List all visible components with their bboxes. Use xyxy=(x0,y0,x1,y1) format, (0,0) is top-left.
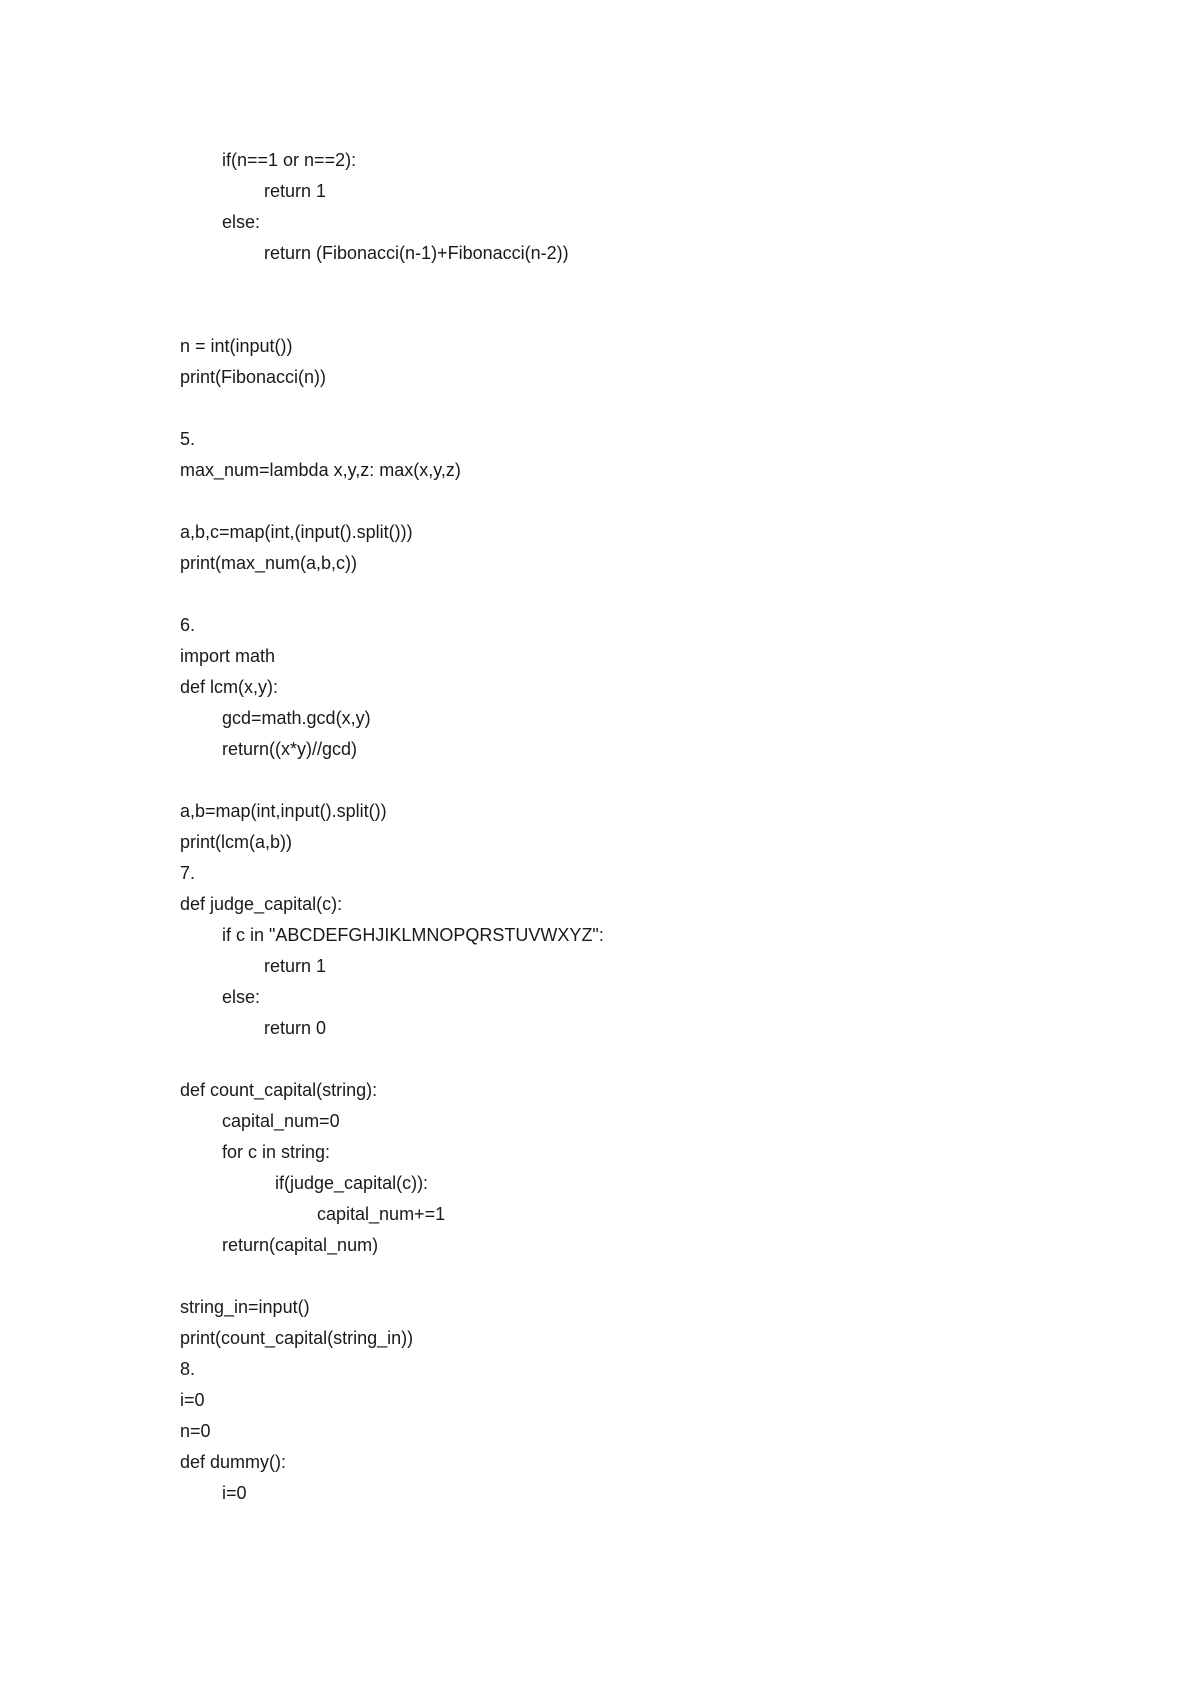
code-line: if c in "ABCDEFGHJIKLMNOPQRSTUVWXYZ": xyxy=(222,925,604,945)
section-number: 8. xyxy=(180,1359,196,1379)
code-line: i=0 xyxy=(180,1390,205,1410)
blank-line xyxy=(180,300,1080,331)
code-line: def lcm(x,y): xyxy=(180,677,279,697)
code-line: return 0 xyxy=(264,1018,327,1038)
blank-line xyxy=(180,765,1080,796)
code-line: capital_num=0 xyxy=(222,1111,340,1131)
blank-line xyxy=(180,486,1080,517)
code-line: max_num=lambda x,y,z: max(x,y,z) xyxy=(180,460,461,480)
code-line: a,b=map(int,input().split()) xyxy=(180,801,387,821)
code-line: else: xyxy=(222,212,261,232)
section-number: 6. xyxy=(180,615,196,635)
code-line: return 1 xyxy=(264,956,327,976)
code-line: return(capital_num) xyxy=(222,1235,379,1255)
code-line: print(max_num(a,b,c)) xyxy=(180,553,358,573)
code-line: gcd=math.gcd(x,y) xyxy=(222,708,371,728)
blank-line xyxy=(180,393,1080,424)
code-line: print(lcm(a,b)) xyxy=(180,832,293,852)
code-line: return((x*y)//gcd) xyxy=(222,739,358,759)
code-line: def count_capital(string): xyxy=(180,1080,378,1100)
code-line: print(count_capital(string_in)) xyxy=(180,1328,414,1348)
code-line: def judge_capital(c): xyxy=(180,894,343,914)
code-line: for c in string: xyxy=(222,1142,331,1162)
blank-line xyxy=(180,1044,1080,1075)
blank-line xyxy=(180,579,1080,610)
code-line: else: xyxy=(222,987,261,1007)
code-line: def dummy(): xyxy=(180,1452,287,1472)
code-line: if(n==1 or n==2): xyxy=(222,150,357,170)
code-line: import math xyxy=(180,646,276,666)
section-number: 7. xyxy=(180,863,196,883)
blank-line xyxy=(180,1261,1080,1292)
code-line: print(Fibonacci(n)) xyxy=(180,367,327,387)
blank-line xyxy=(180,269,1080,300)
code-line: if(judge_capital(c)): xyxy=(275,1173,429,1193)
code-line: return (Fibonacci(n-1)+Fibonacci(n-2)) xyxy=(264,243,569,263)
code-line: return 1 xyxy=(264,181,327,201)
code-line: a,b,c=map(int,(input().split())) xyxy=(180,522,413,542)
code-line: capital_num+=1 xyxy=(317,1204,446,1224)
code-line: n=0 xyxy=(180,1421,211,1441)
code-line: string_in=input() xyxy=(180,1297,310,1317)
code-line: n = int(input()) xyxy=(180,336,293,356)
section-number: 5. xyxy=(180,429,196,449)
code-listing xyxy=(180,145,1080,1509)
code-line: i=0 xyxy=(222,1483,247,1503)
